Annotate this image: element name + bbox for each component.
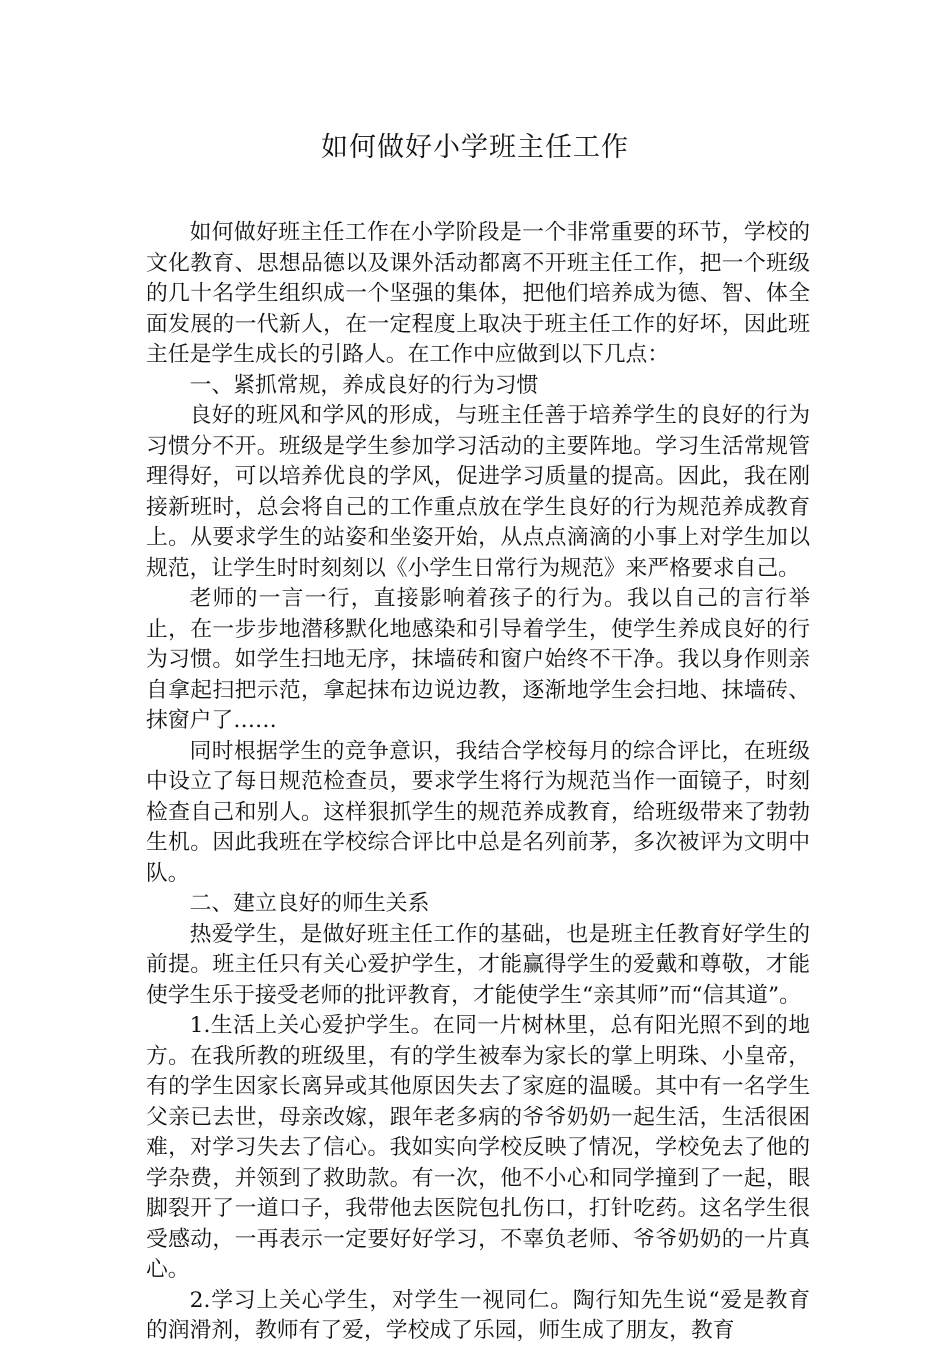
document-body <box>146 218 810 1347</box>
document-title: 如何做好小学班主任工作 <box>321 132 629 163</box>
section-heading-1: 一、紧抓常规，养成良好的行为习惯 <box>189 372 539 398</box>
paragraph-life-care: 1.生活上关心爱护学生。在同一片树林里，总有阳光照不到的地方。在我所教的班级里，有的学生被奉为家长的掌上明珠、小皇帝，有的学生因家长离异或其他原因失去了家庭的温暖。其中有一名学生父亲已去世，母亲改嫁，跟年老多病的爷爷奶奶一起生活，生活很困难，对学习失去了信心。我如实向学校反映了情况，学校免去了他的学杂费，并领到了救助款。有一次，他不小心和同学撞到了一起，眼脚裂开了一道口子，我带他去医院包扎伤口，打针吃药。这名学生很受感动，一再表示一定要好好学习，不辜负老师、爷爷奶奶的一片真心。 <box>146 1013 810 1282</box>
paragraph-intro: 如何做好班主任工作在小学阶段是一个非常重要的环节，学校的文化教育、思想品德以及课外活动都离不开班主任工作，把一个班级的几十名学生组织成一个坚强的集体，把他们培养成为德、智、体全面发展的一代新人，在一定程度上取决于班主任工作的好坏，因此班主任是学生成长的引路人。在工作中应做到以下几点： <box>146 220 810 367</box>
section-heading-2: 二、建立良好的师生关系 <box>189 891 430 916</box>
paragraph-daily-inspector: 同时根据学生的竞争意识，我结合学校每月的综合评比，在班级中设立了每日规范检查员，要求学生将行为规范当作一面镜子，时刻检查自己和别人。这样狠抓学生的规范养成教育，给班级带来了勃勃生机。因此我班在学校综合评比中总是名列前茅，多次被评为文明中队。 <box>146 738 810 886</box>
paragraph-love-students: 热爱学生，是做好班主任工作的基础，也是班主任教育好学生的前提。班主任只有关心爱护学生，才能赢得学生的爱戴和尊敬，才能使学生乐于接受老师的批评教育，才能使学生“亲其师”而“信其道”。 <box>146 921 810 1008</box>
paragraph-teacher-example: 老师的一言一行，直接影响着孩子的行为。我以自己的言行举止，在一步步地潜移默化地感染和引导着学生，使学生养成良好的行为习惯。如学生扫地无序，抹墙砖和窗户始终不干净。我以身作则亲自拿起扫把示范，拿起抹布边说边教，逐渐地学生会扫地、抹墙砖、抹窗户了…… <box>146 586 810 733</box>
paragraph-study-care: 2.学习上关心学生，对学生一视同仁。陶行知先生说“爱是教育的润滑剂，教师有了爱，学校成了乐园，师生成了朋友，教育 <box>146 1287 810 1343</box>
paragraph-habits: 良好的班风和学风的形成，与班主任善于培养学生的良好的行为习惯分不开。班级是学生参加学习活动的主要阵地。学习生活常规管理得好，可以培养优良的学风，促进学习质量的提高。因此，我在刚接新班时，总会将自己的工作重点放在学生良好的行为规范养成教育上。从要求学生的站姿和坐姿开始，从点点滴滴的小事上对学生加以规范，让学生时时刻刻以《小学生日常行为规范》来严格要求自己。 <box>146 403 810 581</box>
